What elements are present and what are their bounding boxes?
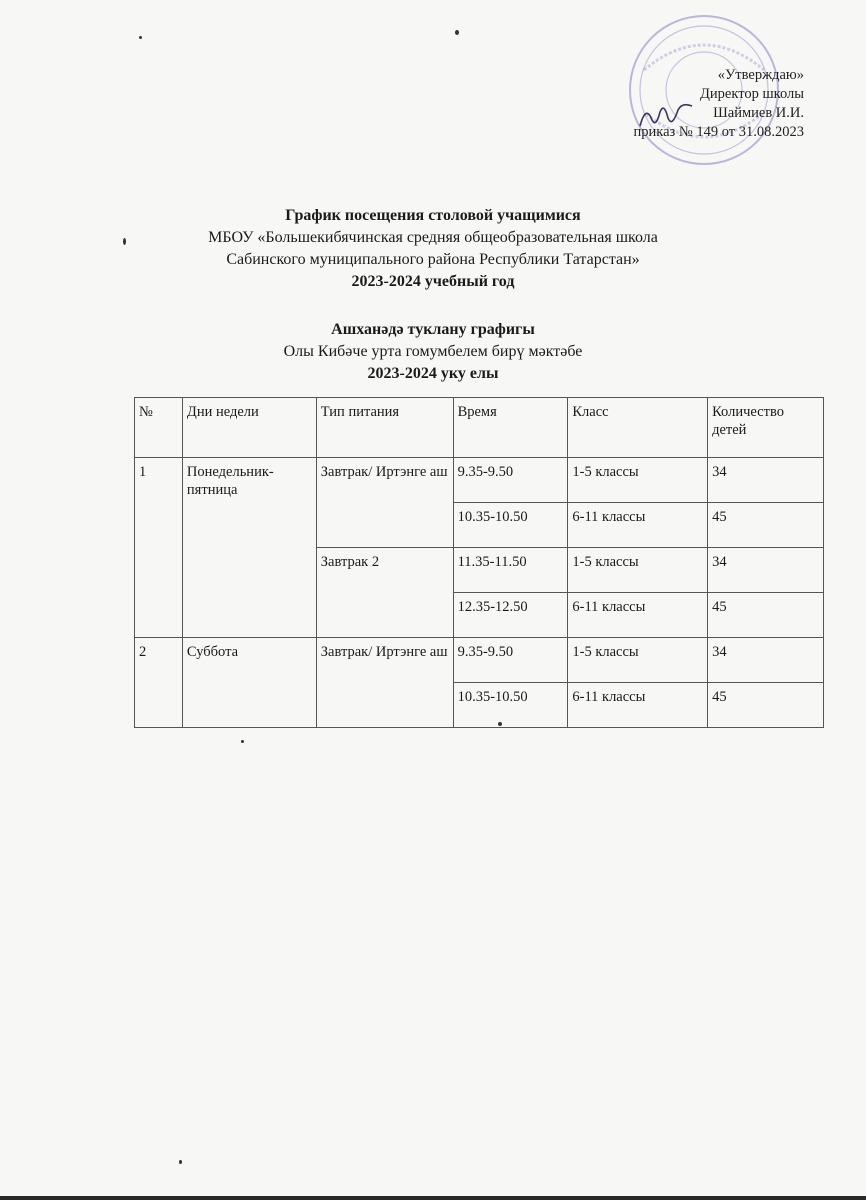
header-number: № — [135, 398, 183, 458]
cell-count: 34 — [708, 638, 824, 683]
table-row — [135, 458, 824, 503]
table-header-row — [135, 398, 824, 458]
cell-count: 45 — [708, 503, 824, 548]
approval-line-3: Шаймиев И.И. — [713, 105, 804, 121]
cell-count: 34 — [708, 548, 824, 593]
header-class: Класс — [568, 398, 708, 458]
header-time: Время — [453, 398, 568, 458]
heading-tt-year: 2023-2024 уку елы — [367, 365, 499, 382]
approval-line-4: приказ № 149 от 31.08.2023 — [633, 124, 804, 140]
cell-time: 12.35-12.50 — [453, 593, 568, 638]
cell-meal-type: Завтрак/ Иртэнге аш — [316, 638, 453, 728]
cell-class: 1-5 классы — [568, 638, 708, 683]
scan-speck — [123, 238, 126, 245]
cell-number: 2 — [135, 638, 183, 728]
heading-tt-title: Ашханәдә туклану графигы — [331, 321, 535, 338]
heading-ru-school-2: Сабинского муниципального района Республики Татарстан» — [226, 251, 640, 268]
approval-line-1: «Утверждаю» — [717, 67, 804, 83]
scan-speck — [455, 30, 459, 35]
director-signature — [636, 98, 696, 132]
cell-count: 45 — [708, 593, 824, 638]
header-meal-type: Тип питания — [316, 398, 453, 458]
cell-days: Суббота — [182, 638, 316, 728]
scan-speck — [139, 36, 142, 39]
cell-time: 9.35-9.50 — [453, 638, 568, 683]
cell-count: 45 — [708, 683, 824, 728]
scan-speck — [241, 740, 244, 743]
scan-speck — [498, 722, 502, 726]
cell-class: 6-11 классы — [568, 683, 708, 728]
cell-meal-type: Завтрак 2 — [316, 548, 453, 638]
header-days: Дни недели — [182, 398, 316, 458]
cell-time: 10.35-10.50 — [453, 503, 568, 548]
cell-class: 1-5 классы — [568, 458, 708, 503]
cell-class: 1-5 классы — [568, 548, 708, 593]
heading-ru-school-1: МБОУ «Большекибячинская средняя общеобразовательная школа — [208, 229, 658, 246]
cell-number: 1 — [135, 458, 183, 638]
cell-meal-type: Завтрак/ Иртэнге аш — [316, 458, 453, 548]
cell-time: 11.35-11.50 — [453, 548, 568, 593]
cell-days: Понедельник-пятница — [182, 458, 316, 638]
header-count: Количество детей — [708, 398, 824, 458]
heading-ru-title: График посещения столовой учащимися — [285, 207, 581, 224]
cell-count: 34 — [708, 458, 824, 503]
cell-time: 10.35-10.50 — [453, 683, 568, 728]
heading-russian — [0, 205, 866, 293]
approval-line-2: Директор школы — [700, 86, 804, 102]
cell-time: 9.35-9.50 — [453, 458, 568, 503]
scan-speck — [179, 1160, 182, 1164]
heading-tatar — [0, 319, 866, 385]
cell-class: 6-11 классы — [568, 503, 708, 548]
schedule-table — [134, 397, 824, 728]
table-row — [135, 638, 824, 683]
heading-ru-year: 2023-2024 учебный год — [351, 273, 515, 290]
cell-class: 6-11 классы — [568, 593, 708, 638]
heading-tt-school: Олы Кибәче урта гомумбелем бирү мәктәбе — [283, 343, 583, 360]
scan-edge — [0, 1196, 866, 1200]
